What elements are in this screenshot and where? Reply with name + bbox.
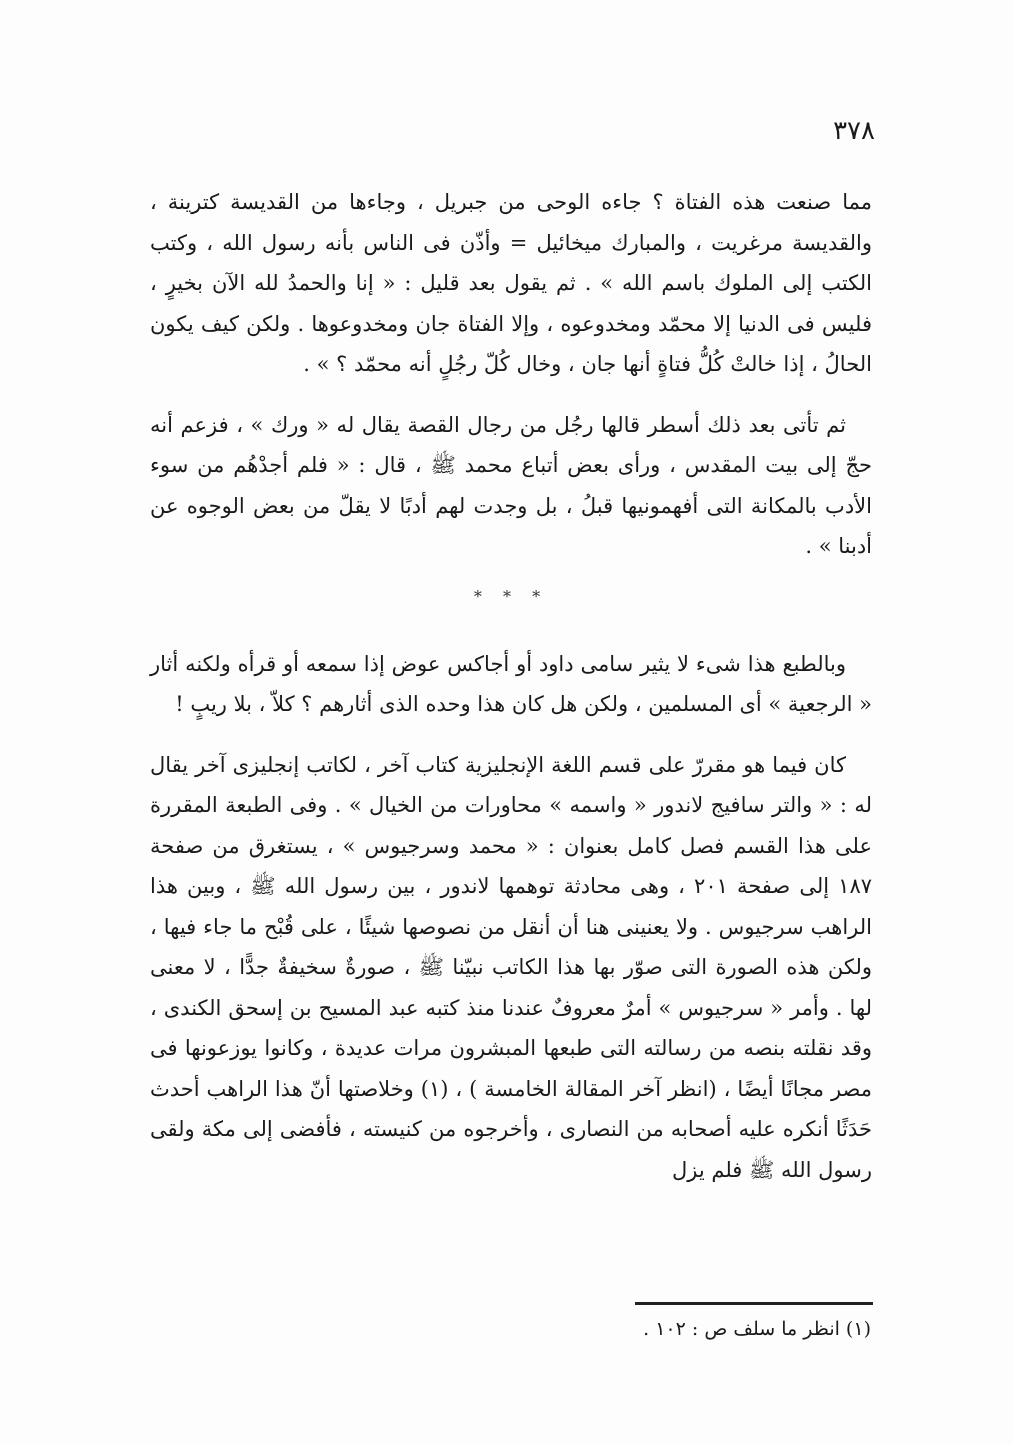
paragraph-3: وبالطبع هذا شىء لا يثير سامى داود أو أجاكس عوض إذا سمعه أو قرأه ولكنه أثار « الرجعية » أى المسلمين ، ولكن هل كان هذا وحده الذى أثارهم ؟ كلاّ ، بلا ريبٍ !	[150, 651, 872, 716]
paragraph-4: كان فيما هو مقررّ على قسم اللغة الإنجليزية كتاب آخر ، لكاتب إنجليزى آخر يقال له : « والتر سافيج لاندور « واسمه » محاورات من الخيال » . وفى الطبعة المقررة على هذا القسم فصل كامل بعنوان : « محمد وسرجيوس » ، يستغرق من صفحة ١٨٧ إلى صفحة ٢٠١ ، وهى محادثة توهمها لاندور ، بين رسول الله ﷺ ، وبين هذا الراهب سرجيوس . ولا يعنينى هنا أن أنقل من نصوصها شيئًا ، على قُبْح ما جاء فيها ، ولكن هذه الصورة التى صوّر بها هذا الكاتب نبيّنا ﷺ ، صورةٌ سخيفةٌ جدًّا ، لا معنى لها . وأمر « سرجيوس » أمرٌ معروفٌ عندنا منذ كتبه عبد المسيح بن إسحق الكندى ، وقد نقلته بنصه من رسالته التى طبعها المبشرون مرات عديدة ، وكانوا يوزعونها فى مصر مجانًا أيضًا ، (انظر آخر المقالة الخامسة ) ، (١) وخلاصتها أنّ هذا الراهب أحدث حَدَثًا أنكره عليه أصحابه من النصارى ، وأخرجوه من كنيسته ، فأفضى إلى مكة ولقى رسول الله ﷺ فلم يزل	[150, 752, 873, 1182]
section-separator: * * *	[473, 586, 549, 606]
paragraph-gap	[150, 385, 872, 405]
paragraph-1: مما صنعت هذه الفتاة ؟ جاءه الوحى من جبريل ، وجاءها من القديسة كترينة ، والقديسة مرغريت ، والمبارك ميخائيل = وأذّن فى الناس بأنه رسول الله ، وكتب الكتب إلى الملوك باسم الله » . ثم يقول بعد قليل : « إنا والحمدُ لله الآن بخيرٍ ، فليس فى الدنيا إلا محمّد ومخدوعوه ، وإلا الفتاة جان ومخدوعوها . ولكن كيف يكون الحالُ ، إذا خالتْ كُلُّ فتاةٍ أنها جان ، وخال كُلّ رجُلٍ أنه محمّد ؟ » .	[150, 190, 872, 376]
footnote: (١) انظر ما سلف ص : ١٠٢ .	[643, 1318, 871, 1340]
paragraph-2: ثم تأتى بعد ذلك أسطر قالها رجُل من رجال القصة يقال له « ورك » ، فزعم أنه حجّ إلى بيت المقدس ، ورأى بعض أتباع محمد ﷺ ، قال : « فلم أجدْهُم من سوء الأدب بالمكانة التى أفهمونيها قبلُ ، بل وجدت لهم أدبًا لا يقلّ من بعض الوجوه عن أدبنا » .	[150, 412, 872, 558]
paragraph-gap	[150, 725, 872, 745]
footnote-divider	[635, 1302, 873, 1305]
page-number: ٣٧٨	[833, 116, 875, 146]
page-body	[150, 182, 872, 1190]
